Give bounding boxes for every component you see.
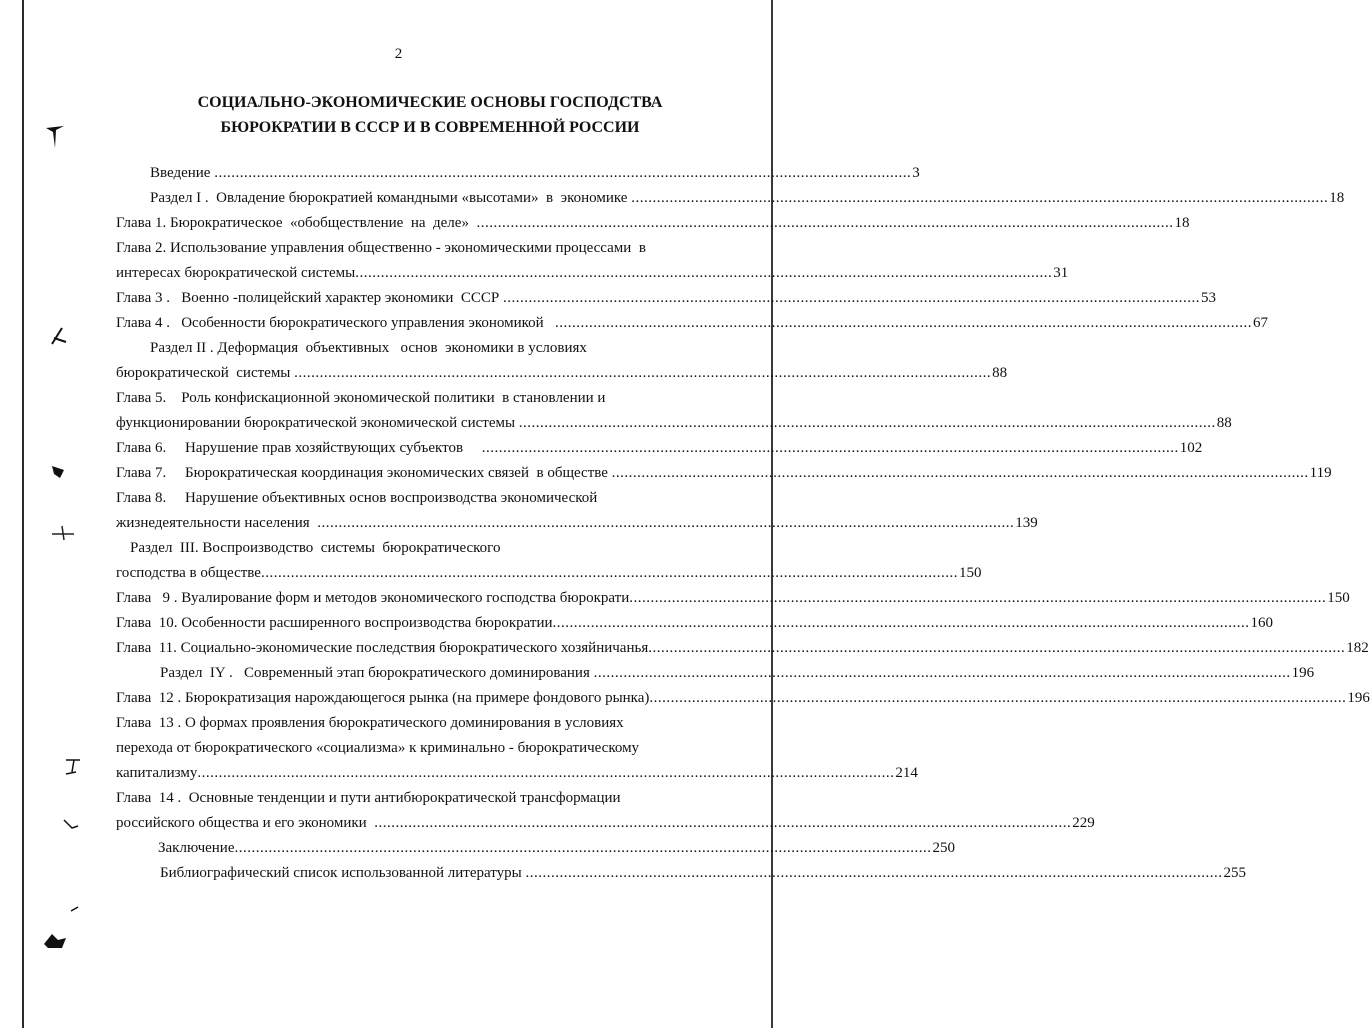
toc-entry-chapter-13-line-3: капитализму .................................................................................................................................................................... 214: [116, 765, 918, 781]
scan-edge-left: [22, 0, 24, 1028]
toc-entry-chapter-14-line-1: Глава 14 . Основные тенденции и пути антибюрократической трансформации: [116, 790, 621, 806]
title-line-1: СОЦИАЛЬНО-ЭКОНОМИЧЕСКИЕ ОСНОВЫ ГОСПОДСТВА: [197, 94, 663, 111]
scan-mark-4: [50, 524, 76, 542]
toc-entry-chapter-4: Глава 4 . Особенности бюрократического управления экономикой .................................................................................................................................................................... 67: [116, 315, 1268, 331]
scan-mark-5: [62, 754, 84, 776]
page-number: 2: [394, 46, 403, 62]
toc-entry-chapter-8-line-2: жизнедеятельности населения .................................................................................................................................................................... 139: [116, 515, 1038, 531]
toc-entry-section-4: Раздел IY . Современный этап бюрократического доминирования .................................................................................................................................................................... 196: [160, 665, 1315, 681]
toc-entry-chapter-13-line-2: перехода от бюрократического «социализма» к криминально - бюрократическому: [116, 740, 640, 756]
title-line-2: БЮРОКРАТИИ В СССР И В СОВРЕМЕННОЙ РОССИИ: [220, 119, 640, 136]
toc-entry-intro: Введение .................................................................................................................................................................... 3: [150, 165, 920, 181]
scan-mark-2: [48, 324, 68, 346]
scan-mark-1: [44, 120, 66, 150]
scan-mark-6: [62, 818, 80, 832]
toc-entry-section-2-line-2: бюрократической системы .................................................................................................................................................................... 88: [116, 365, 1008, 381]
toc-entry-chapter-7: Глава 7. Бюрократическая координация экономических связей в обществе .................................................................................................................................................................... 119: [116, 465, 1332, 481]
toc-entry-chapter-1: Глава 1. Бюрократическое «обобществление на деле» .................................................................................................................................................................... 18: [116, 215, 1190, 231]
toc-entry-chapter-2-line-1: Глава 2. Использование управления общественно - экономическими процессами в: [116, 240, 646, 256]
toc-entry-chapter-12: Глава 12 . Бюрократизация нарождающегося рынка (на примере фондового рынка) .................................................................................................................................................................... 196: [116, 690, 1370, 706]
toc-entry-section-3-line-2: господства в обществе .................................................................................................................................................................... 150: [116, 565, 982, 581]
toc-entry-section-2-line-1: Раздел II . Деформация объективных основ экономики в условиях: [150, 340, 587, 356]
toc-entry-chapter-13-line-1: Глава 13 . О формах проявления бюрократического доминирования в условиях: [116, 715, 624, 731]
toc-entry-section-1: Раздел I . Овладение бюрократией командными «высотами» в экономике .................................................................................................................................................................... 18: [150, 190, 1345, 206]
scan-mark-7: [70, 905, 80, 913]
toc-entry-chapter-3: Глава 3 . Военно -полицейский характер экономики СССР .................................................................................................................................................................... 53: [116, 290, 1216, 306]
toc-entry-section-3-line-1: Раздел III. Воспроизводство системы бюрократического: [130, 540, 501, 556]
toc-entry-chapter-11: Глава 11. Социально-экономические последствия бюрократического хозяйничанья .................................................................................................................................................................... 182: [116, 640, 1369, 656]
document-title: [100, 90, 760, 140]
toc-entry-bibliography: Библиографический список использованной литературы .................................................................................................................................................................... 255: [160, 865, 1246, 881]
toc-entry-chapter-10: Глава 10. Особенности расширенного воспроизводства бюрократии .................................................................................................................................................................... 160: [116, 615, 1274, 631]
toc-entry-chapter-8-line-1: Глава 8. Нарушение объективных основ воспроизводства экономической: [116, 490, 598, 506]
toc-entry-conclusion: Заключение .................................................................................................................................................................... 250: [158, 840, 955, 856]
scan-mark-8: [42, 930, 68, 950]
toc-entry-chapter-9: Глава 9 . Вуалирование форм и методов экономического господства бюрократи .................................................................................................................................................................... 150: [116, 590, 1350, 606]
toc-entry-chapter-14-line-2: российского общества и его экономики .................................................................................................................................................................... 229: [116, 815, 1095, 831]
toc-entry-chapter-2-line-2: интересах бюрократической системы .................................................................................................................................................................... 31: [116, 265, 1069, 281]
toc-entry-chapter-5-line-2: функционировании бюрократической экономической системы .................................................................................................................................................................... 88: [116, 415, 1232, 431]
toc-entry-chapter-6: Глава 6. Нарушение прав хозяйствующих субъектов .................................................................................................................................................................... 102: [116, 440, 1203, 456]
toc-entry-chapter-5-line-1: Глава 5. Роль конфискационной экономической политики в становлении и: [116, 390, 606, 406]
scan-mark-3: [50, 462, 66, 480]
